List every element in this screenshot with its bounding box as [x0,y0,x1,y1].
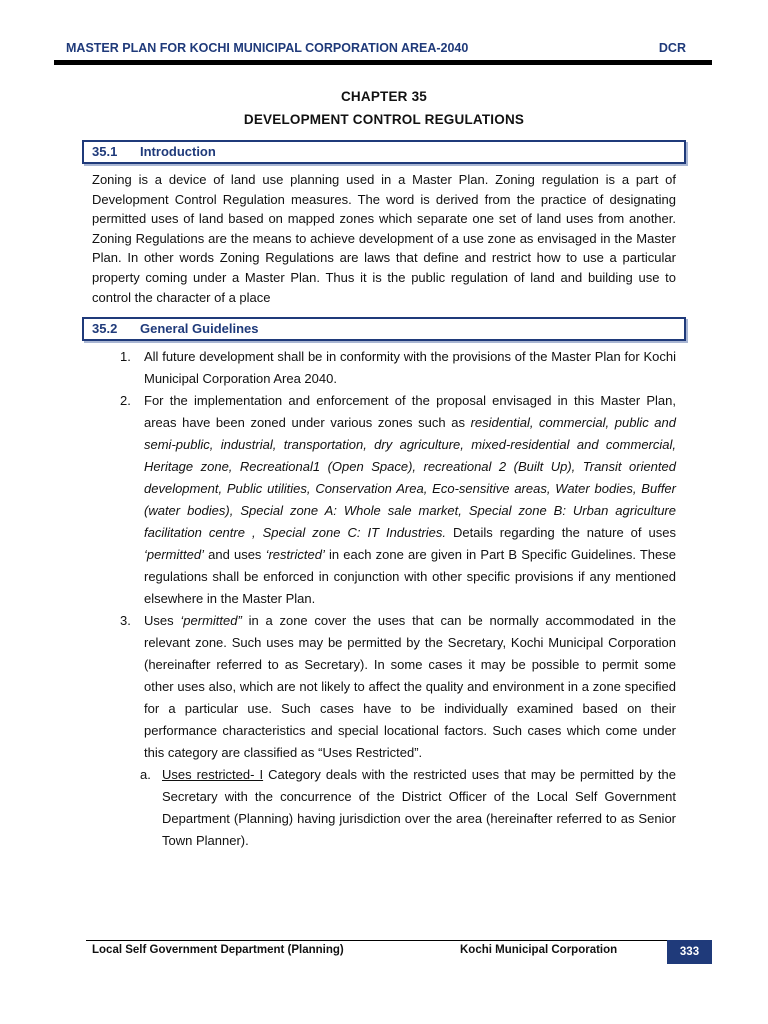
sub-item-label: Uses restricted- I [162,767,264,782]
list-item-text: All future development shall be in conformity with the provisions of the Master Plan for Kochi Municipal Corporation Area 2040. [144,349,676,386]
list-item-text: in a zone cover the uses that can be normally accommodated in the relevant zone. Such uses may be permitted by the Secretary, Kochi Municipal Corporation (hereinafter referred to as Secretary). In some cases it may be possible to permit some other uses also, which are not likely to affect the quality and environment in a zone specified for a particular use. Such cases have to be individually examined based on their performance characteristics and special locational factors. Such cases which come under this category are classified as “Uses Restricted”. [144,613,676,760]
chapter-number: CHAPTER 35 [340,89,428,104]
section-number: 35.2 [92,321,118,336]
sub-item-letter: a. [140,767,151,782]
sub-list-item [92,764,676,852]
restricted-term: ‘restricted’ [265,547,325,562]
permitted-term: ‘permitted” [180,613,242,628]
section-number: 35.1 [92,144,118,159]
introduction-paragraph: Zoning is a device of land use planning used in a Master Plan. Zoning regulation is a part of Development Control Regulation measures. The word is derived from the practice of designating permitted uses of land based on mapped zones which separate one set of land uses from another. Zoning Regulations are the means to achieve development of a use zone as envisaged in the Master Plan. In other words Zoning Regulations are laws that define and restrict how to use a particular property coming under a Master Plan. Thus it is the public regulation of land and building use to control the character of a place [92,172,676,305]
list-item-number: 3. [120,613,131,628]
footer-corporation: Kochi Municipal Corporation [460,944,618,956]
list-item [92,346,676,390]
list-item-text: For the implementation and enforcement of the proposal envisaged in this Master Plan, areas have been zoned under various zones such as [144,393,676,430]
list-item-number: 2. [120,393,131,408]
list-item-number: 1. [120,349,131,364]
chapter-title: DEVELOPMENT CONTROL REGULATIONS [243,112,525,127]
sub-item-text: Category deals with the restricted uses that may be permitted by the Secretary with the concurrence of the District Officer of the Local Self Government Department (Planning) having jurisdiction over the area (hereinafter referred to as Senior Town Planner). [162,767,676,848]
list-item-text: Uses [144,613,181,628]
header-divider [54,60,712,65]
header-code: DCR [658,41,686,55]
page-header [54,38,710,60]
footer-divider [86,940,712,941]
section-heading-general-guidelines [82,317,686,341]
list-item-text: in each zone are given in Part B Specific Guidelines. These regulations shall be enforced in conjunction with other specific provisions if any mentioned elsewhere in the Master Plan. [144,547,676,606]
permitted-term: ‘permitted’ [144,547,204,562]
footer-department: Local Self Government Department (Planning) [92,944,344,956]
list-item-text: Details regarding the nature of uses [446,525,676,540]
section-heading-introduction [82,140,686,164]
page-number: 333 [667,940,712,964]
zone-list-italic: residential, commercial, public and semi-public, industrial, transportation, dry agriculture, mixed-residential and commercial, Heritage zone, Recreational1 (Open Space), recreational 2 (Built Up), Transit oriented development, Public utilities, Conservation Area, Eco-sensitive areas, Water bodies, Buffer (water bodies), Special zone A: Whole sale market, Special zone B: Urban agriculture facilitation centre , Special zone C: IT Industries. [144,415,676,540]
list-item [92,610,676,764]
header-title: MASTER PLAN FOR KOCHI MUNICIPAL CORPORATION AREA-2040 [66,41,469,55]
list-item-text: and uses [203,547,266,562]
section-title: General Guidelines [140,321,259,336]
guidelines-list [92,346,676,852]
list-item [92,390,676,610]
section-title: Introduction [140,144,216,159]
